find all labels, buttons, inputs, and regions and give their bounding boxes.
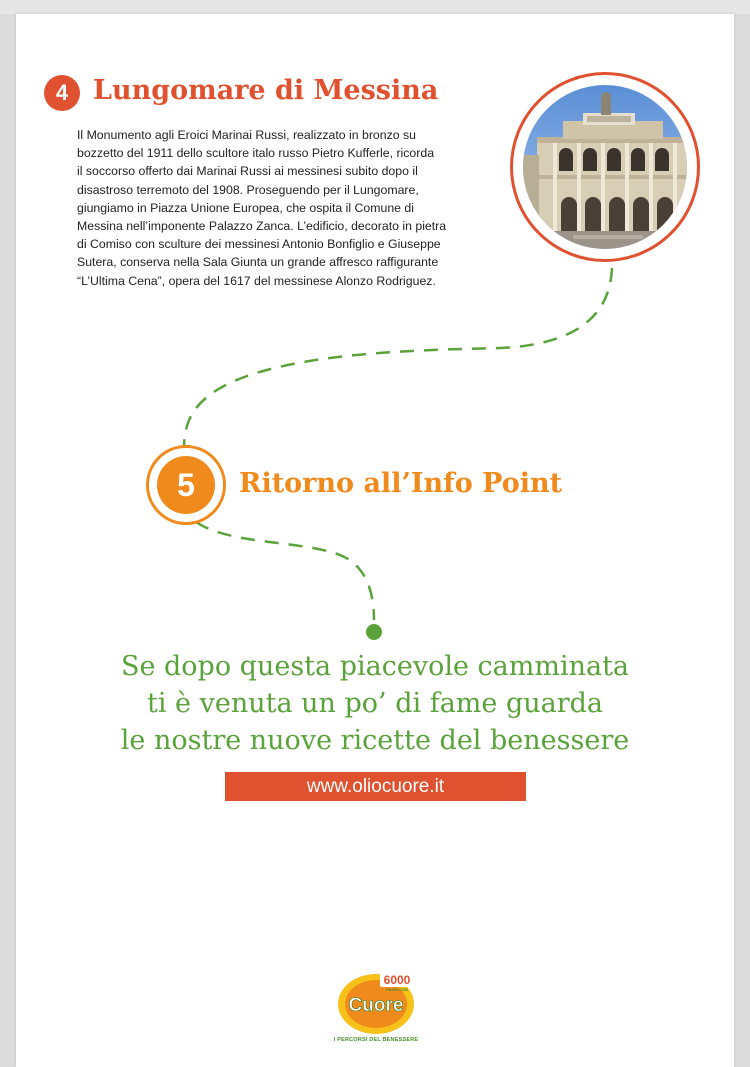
svg-text:PASSI CON: PASSI CON: [386, 987, 408, 992]
svg-text:Cuore: Cuore: [348, 995, 404, 1016]
section-5-title: Ritorno all’Info Point: [239, 468, 563, 499]
section-4-title: Lungomare di Messina: [93, 75, 439, 106]
website-link[interactable]: www.oliocuore.it: [225, 772, 526, 801]
closing-message: Se dopo questa piacevole camminata ti è venuta un po’ di fame guarda le nostre nuove ricette del benessere: [120, 651, 630, 756]
step-4-badge: 4: [44, 75, 80, 111]
section-4-body: Il Monumento agli Eroici Marinai Russi, realizzato in bronzo su bozzetto del 1911 dello scultore italo russo Pietro Kufferle, ricorda il soccorso offerto dai Marinai Russi ai messinesi subito dopo il disastroso terremoto del 1908. Proseguendo per il Lungomare, giungiamo in Piazza Unione Europea, che ospita il Comune di Messina nell’imponente Palazzo Zanca. L’edificio, decorato in pietra di Comiso con sculture dei messinesi Antonio Bonfiglio e Giuseppe Sutera, conserva nella Sala Giunta un grande affresco raffigurante “L’Ultima Cena”, opera del 1617 del messinese Alonzo Rodriguez.: [77, 128, 447, 288]
svg-text:6000: 6000: [383, 973, 411, 987]
logo-tagline: I PERCORSI DEL BENESSERE: [333, 1037, 419, 1043]
step-5-badge: 5: [157, 456, 215, 514]
route-end-dot: [366, 624, 382, 640]
